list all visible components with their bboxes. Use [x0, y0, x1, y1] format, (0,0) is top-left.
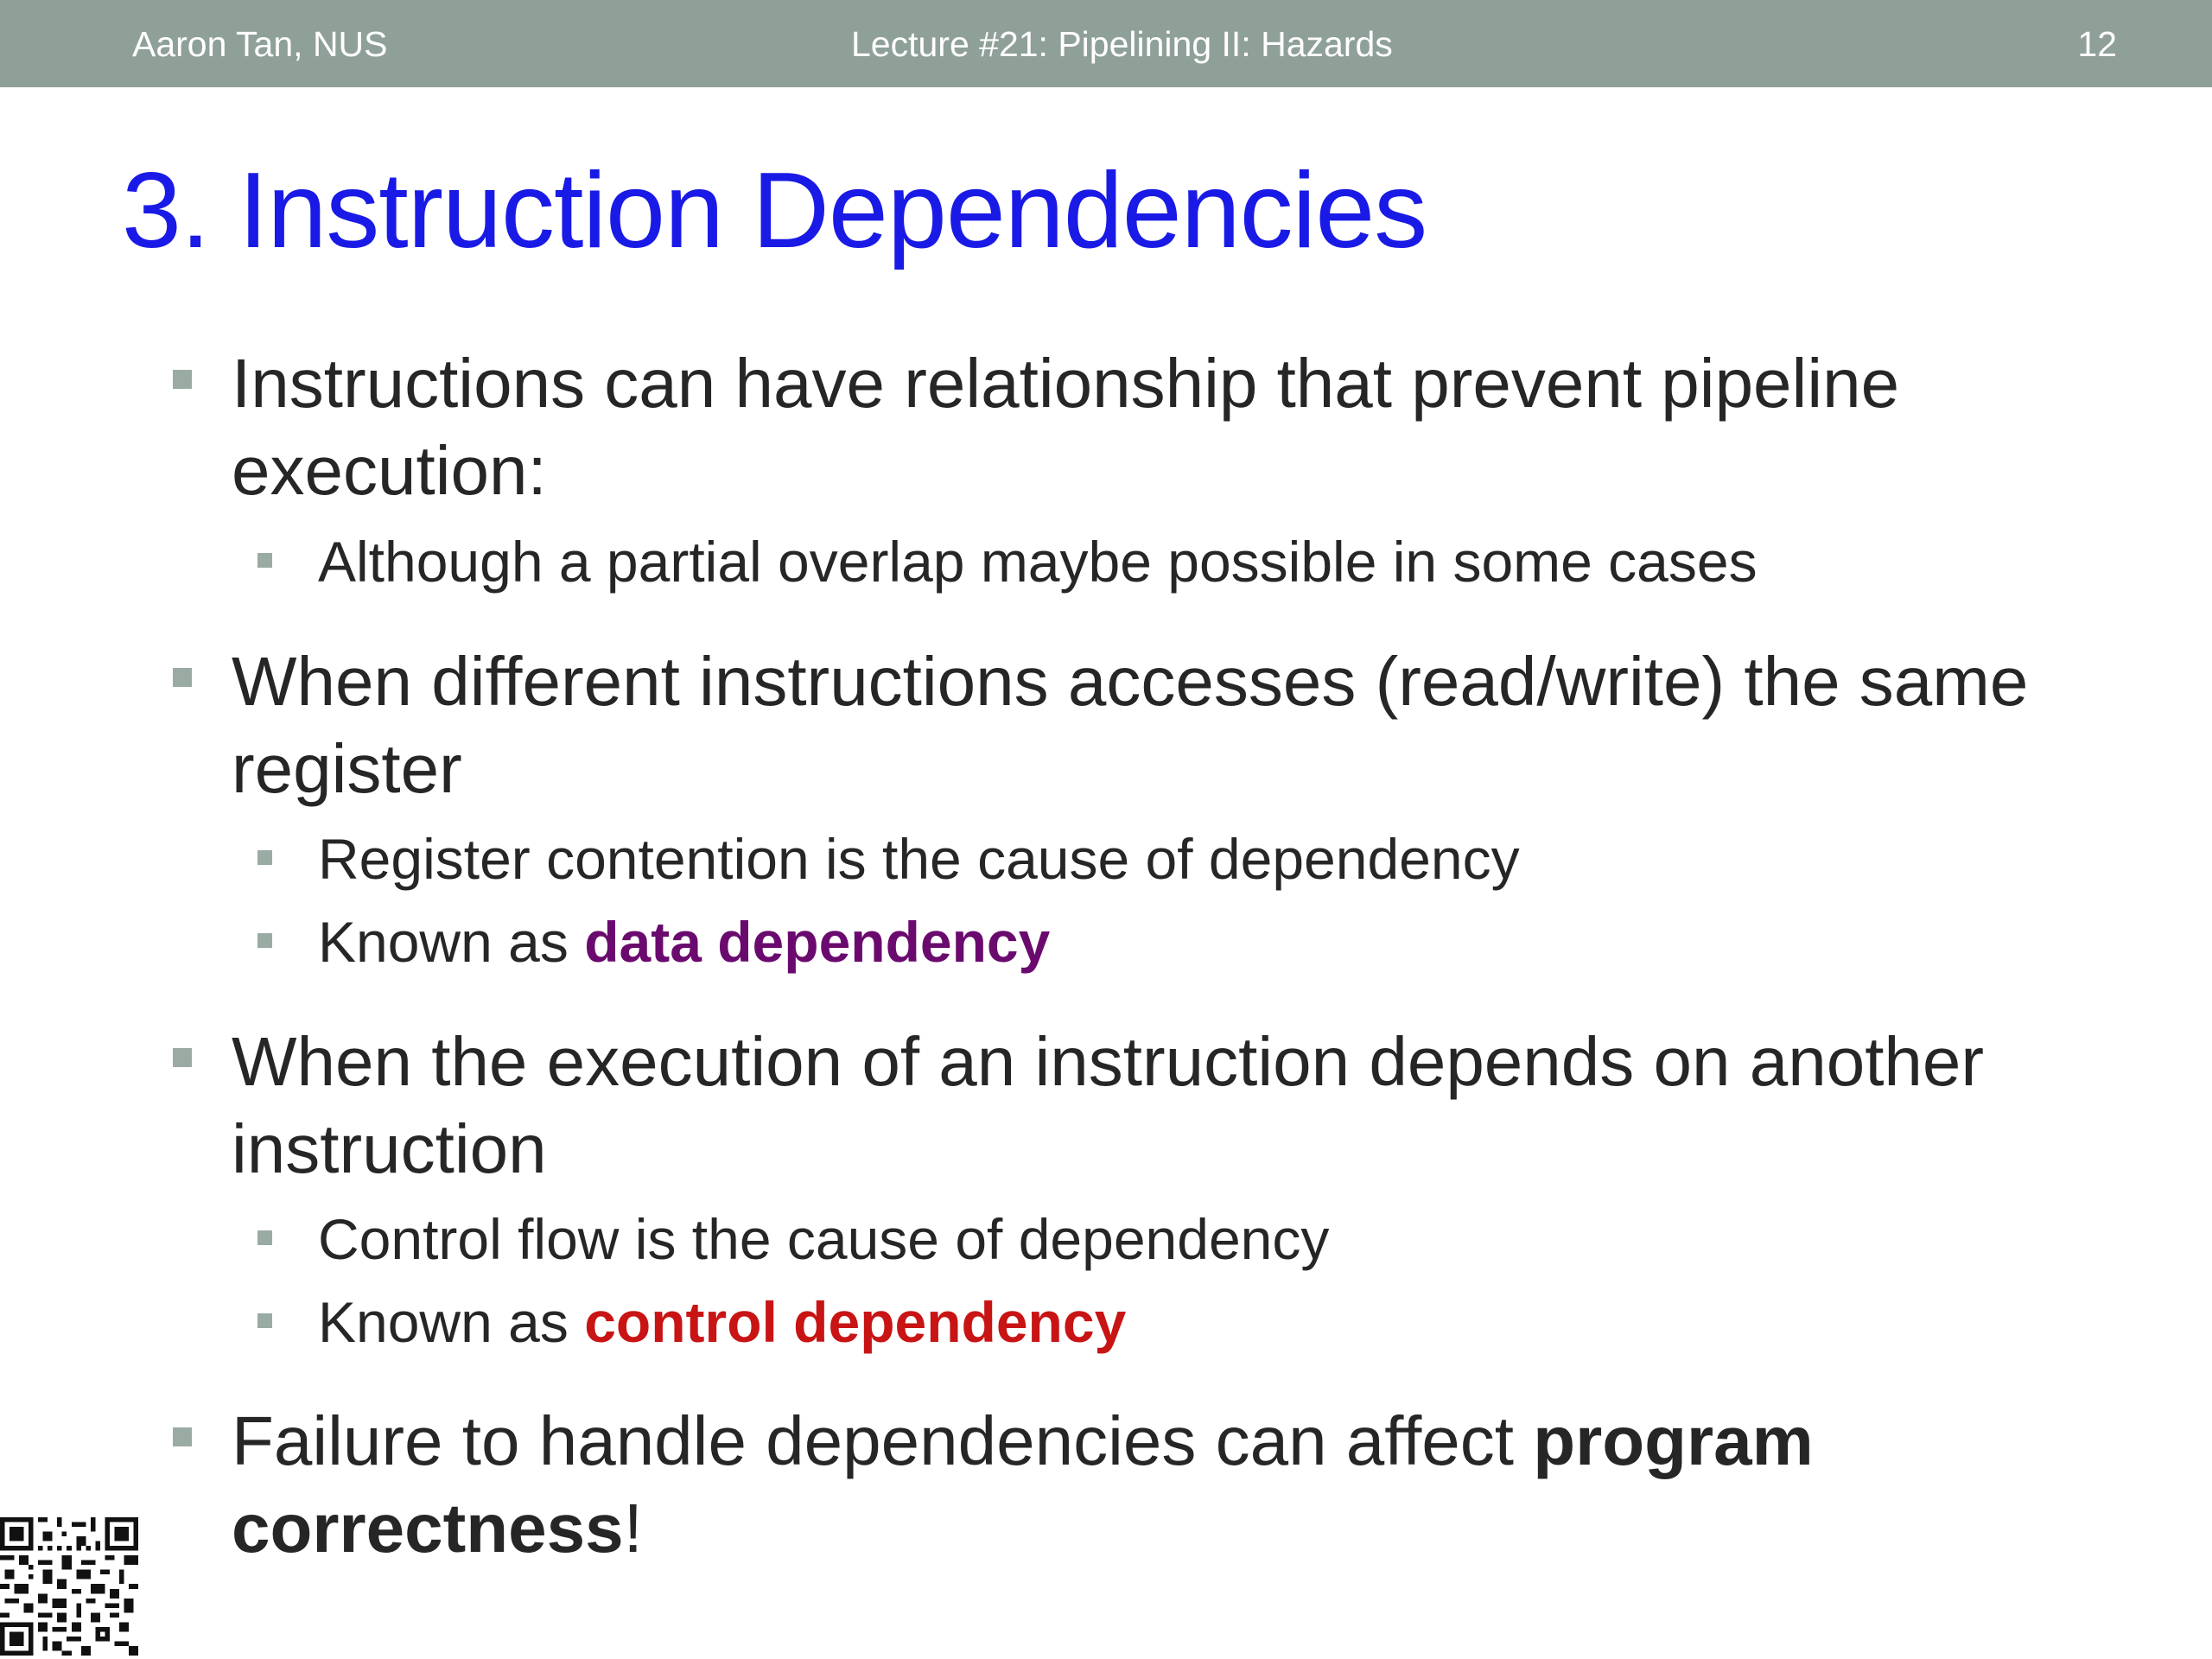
bullet-marker	[173, 1048, 192, 1067]
known-as-prefix: Known as	[318, 910, 585, 974]
program-correctness-term: program correctness	[232, 1402, 1814, 1567]
bullet-3-sub-1: Control flow is the cause of dependency	[318, 1207, 1330, 1271]
header-page-number: 12	[2077, 24, 2117, 64]
header-author: Aaron Tan, NUS	[132, 24, 388, 64]
sub-bullet-marker	[257, 1230, 272, 1245]
bullet-1-text: Instructions can have relationship that prevent pipeline execution:	[232, 345, 1900, 509]
bullet-2-sub-1: Register contention is the cause of dependency	[318, 827, 1520, 891]
bullet-2-sub-2	[318, 907, 2133, 976]
bullet-2-text: When different instructions accesses (read/write) the same register	[232, 643, 2029, 807]
bullet-4-suffix: !	[623, 1490, 643, 1567]
sub-bullet-marker	[257, 1313, 272, 1328]
sub-bullet-marker	[257, 850, 272, 865]
data-dependency-term: data dependency	[584, 910, 1051, 974]
slide-title: 3. Instruction Dependencies	[122, 151, 1427, 270]
control-dependency-term: control dependency	[584, 1290, 1127, 1354]
bullet-marker	[173, 668, 192, 687]
header-lecture-title: Lecture #21: Pipelining II: Hazards	[851, 24, 1393, 64]
bullet-3-sub-2	[318, 1287, 2133, 1357]
bullet-marker	[173, 370, 192, 389]
bullet-1-sub-1: Although a partial overlap maybe possible in some cases	[318, 530, 1758, 594]
bullet-4-prefix: Failure to handle dependencies can affect	[232, 1402, 1534, 1479]
qr-code-icon	[0, 1517, 138, 1656]
bullet-4-text	[232, 1397, 2133, 1572]
bullet-marker	[173, 1427, 192, 1446]
known-as-prefix: Known as	[318, 1290, 585, 1354]
sub-bullet-marker	[257, 553, 272, 568]
bullet-3-text: When the execution of an instruction depends on another instruction	[232, 1023, 1985, 1187]
sub-bullet-marker	[257, 933, 272, 948]
header-bar	[0, 0, 2212, 87]
